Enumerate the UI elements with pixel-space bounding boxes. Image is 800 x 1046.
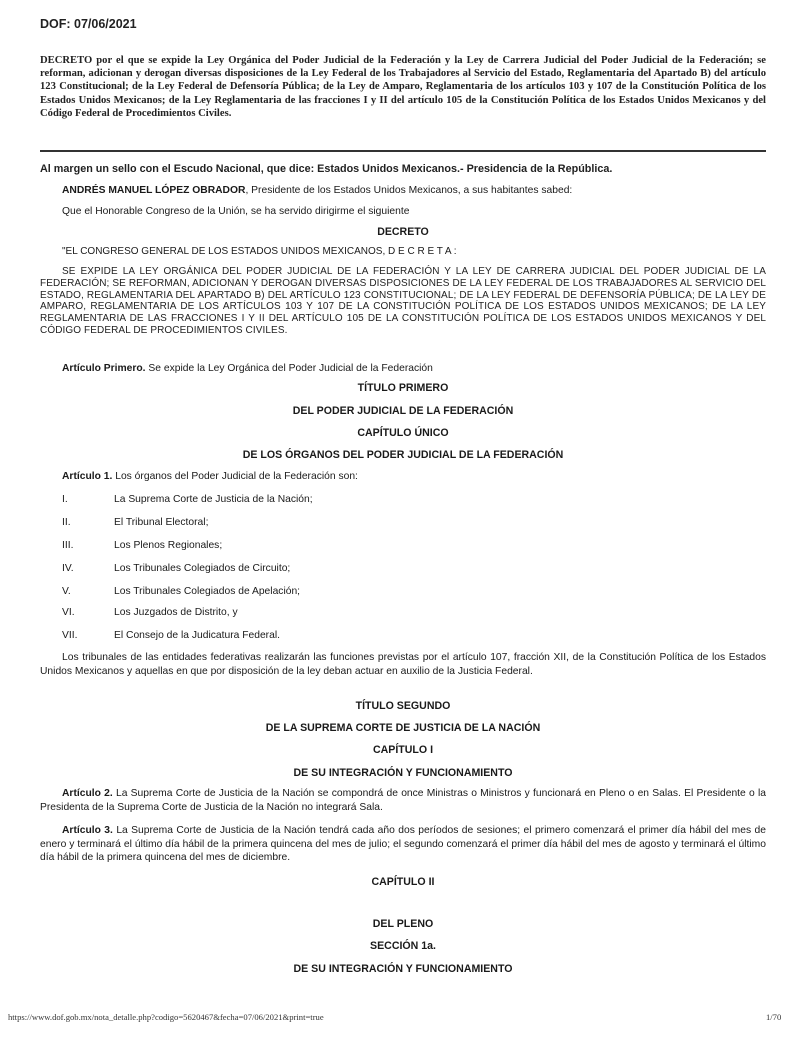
president-text: , Presidente de los Estados Unidos Mexicanos, a sus habitantes sabed: (245, 185, 573, 196)
heading-titulo-segundo: TÍTULO SEGUNDO (355, 700, 451, 712)
heading-capitulo-ii: CAPÍTULO II (371, 876, 435, 888)
decree-title: DECRETO por el que se expide la Ley Orgánica del Poder Judicial de la Federación y la Ley de Carrera Judicial del Poder Judicial de la Federación; se reforman, adicionan y derogan diversas disposiciones de la Ley Federal de los Trabajadores al Servicio del Estado, Reglamentaria del Apartado B) del artículo 123 Constitucional; de la Ley Federal de Defensoría Pública; de la Ley de Amparo, Reglamentaria de los artículos 103 y 107 de la Constitución Política de los Estados Unidos Mexicanos; de la Ley Reglamentaria de las fracciones I y II del artículo 105 de la Constitución Política de los Estados Unidos Mexicanos y del Código Federal de Procedimientos Civiles. (40, 55, 766, 119)
articulo-primero-label: Artículo Primero. (62, 363, 146, 374)
heading-organos: DE LOS ÓRGANOS DEL PODER JUDICIAL DE LA FEDERACIÓN (242, 449, 564, 461)
list-item: I. La Suprema Corte de Justicia de la Nación; (62, 494, 313, 505)
list-item: VII. El Consejo de la Judicatura Federal. (62, 630, 280, 641)
heading-integracion: DE SU INTEGRACIÓN Y FUNCIONAMIENTO (293, 767, 513, 779)
heading-suprema-corte: DE LA SUPREMA CORTE DE JUSTICIA DE LA NACIÓN (265, 722, 541, 734)
title-divider (40, 150, 766, 152)
articulo-3-label: Artículo 3. (62, 825, 113, 836)
president-line (40, 184, 766, 198)
congress-decreta: "EL CONGRESO GENERAL DE LOS ESTADOS UNIDOS MEXICANOS, D E C R E T A : (62, 246, 457, 257)
articulo-primero (40, 362, 766, 376)
heading-capitulo-i: CAPÍTULO I (372, 744, 434, 756)
president-name: ANDRÉS MANUEL LÓPEZ OBRADOR (62, 185, 246, 196)
articulo-primero-text: Se expide la Ley Orgánica del Poder Judicial de la Federación (145, 363, 433, 374)
articulo-3 (40, 824, 766, 865)
heading-poder-judicial: DEL PODER JUDICIAL DE LA FEDERACIÓN (292, 405, 514, 417)
list-item: II. El Tribunal Electoral; (62, 517, 209, 528)
decree-caps-paragraph: SE EXPIDE LA LEY ORGÁNICA DEL PODER JUDICIAL DE LA FEDERACIÓN Y LA LEY DE CARRERA JUDICIAL DEL PODER JUDICIAL DE LA FEDERACIÓN; SE REFORMAN, ADICIONAN Y DEROGAN DIVERSAS DISPOSICIONES DE LA LEY FEDERAL DE LOS TRABAJADORES AL SERVICIO DEL ESTADO, REGLAMENTARIA DEL APARTADO B) DEL ARTÍCULO 123 CONSTITUCIONAL; DE LA LEY FEDERAL DE DEFENSORÍA PÚBLICA; DE LA LEY DE AMPARO, REGLAMENTARIA DE LOS ARTÍCULOS 103 Y 107 DE LA CONSTITUCIÓN POLÍTICA DE LOS ESTADOS UNIDOS MEXICANOS; DE LA LEY REGLAMENTARIA DE LAS FRACCIONES I Y II DEL ARTÍCULO 105 DE LA CONSTITUCIÓN POLÍTICA DE LOS ESTADOS UNIDOS MEXICANOS Y DEL CÓDIGO FEDERAL DE PROCEDIMIENTOS CIVILES. (40, 266, 766, 336)
list-item: III. Los Plenos Regionales; (62, 540, 223, 551)
heading-titulo-primero: TÍTULO PRIMERO (357, 382, 449, 394)
articulo-1 (40, 470, 766, 484)
articulo-2-text: La Suprema Corte de Justicia de la Nación se compondrá de once Ministras o Ministros y funcionará en Pleno o en Salas. El Presidente o la Presidenta de la Suprema Corte de Justicia de la Nación no integrará Sala. (40, 788, 766, 813)
list-item: V. Los Tribunales Colegiados de Apelación; (62, 586, 301, 597)
list-item: IV. Los Tribunales Colegiados de Circuito; (62, 563, 291, 574)
articulo-1-label: Artículo 1. (62, 471, 113, 482)
articulo-3-text: La Suprema Corte de Justicia de la Nación tendrá cada año dos períodos de sesiones; el primero comenzará el primer día hábil del mes de enero y terminará el último día hábil de la primera quincena del mes de julio; el segundo comenzará el primer día hábil del mes de agosto y terminará el último día hábil de la primera quincena del mes de diciembre. (40, 825, 766, 864)
decreto-heading: DECRETO (377, 226, 429, 238)
heading-del-pleno: DEL PLENO (372, 918, 434, 930)
tribunales-paragraph: Los tribunales de las entidades federativas realizarán las funciones previstas por el artículo 107, fracción XII, de la Constitución Política de los Estados Unidos Mexicanos y aquellas en que por disposición de la ley deban actuar en auxilio de la Justicia Federal. (40, 652, 766, 677)
heading-integracion-2: DE SU INTEGRACIÓN Y FUNCIONAMIENTO (293, 963, 513, 975)
articulo-2-label: Artículo 2. (62, 788, 113, 799)
articulo-2 (40, 787, 766, 814)
margin-note: Al margen un sello con el Escudo Nacional, que dice: Estados Unidos Mexicanos.- Presidencia de la República. (40, 163, 613, 175)
footer-page-number: 1/70 (766, 1012, 782, 1022)
heading-seccion-1a: SECCIÓN 1a. (370, 940, 436, 952)
articulo-1-text: Los órganos del Poder Judicial de la Federación son: (112, 471, 358, 482)
heading-capitulo-unico: CAPÍTULO ÚNICO (357, 427, 449, 439)
list-item: VI. Los Juzgados de Distrito, y (62, 607, 238, 618)
dof-date-header: DOF: 07/06/2021 (40, 17, 137, 31)
footer-url: https://www.dof.gob.mx/nota_detalle.php?codigo=5620467&fecha=07/06/2021&print=true (8, 1012, 324, 1022)
congress-line: Que el Honorable Congreso de la Unión, se ha servido dirigirme el siguiente (62, 206, 410, 217)
